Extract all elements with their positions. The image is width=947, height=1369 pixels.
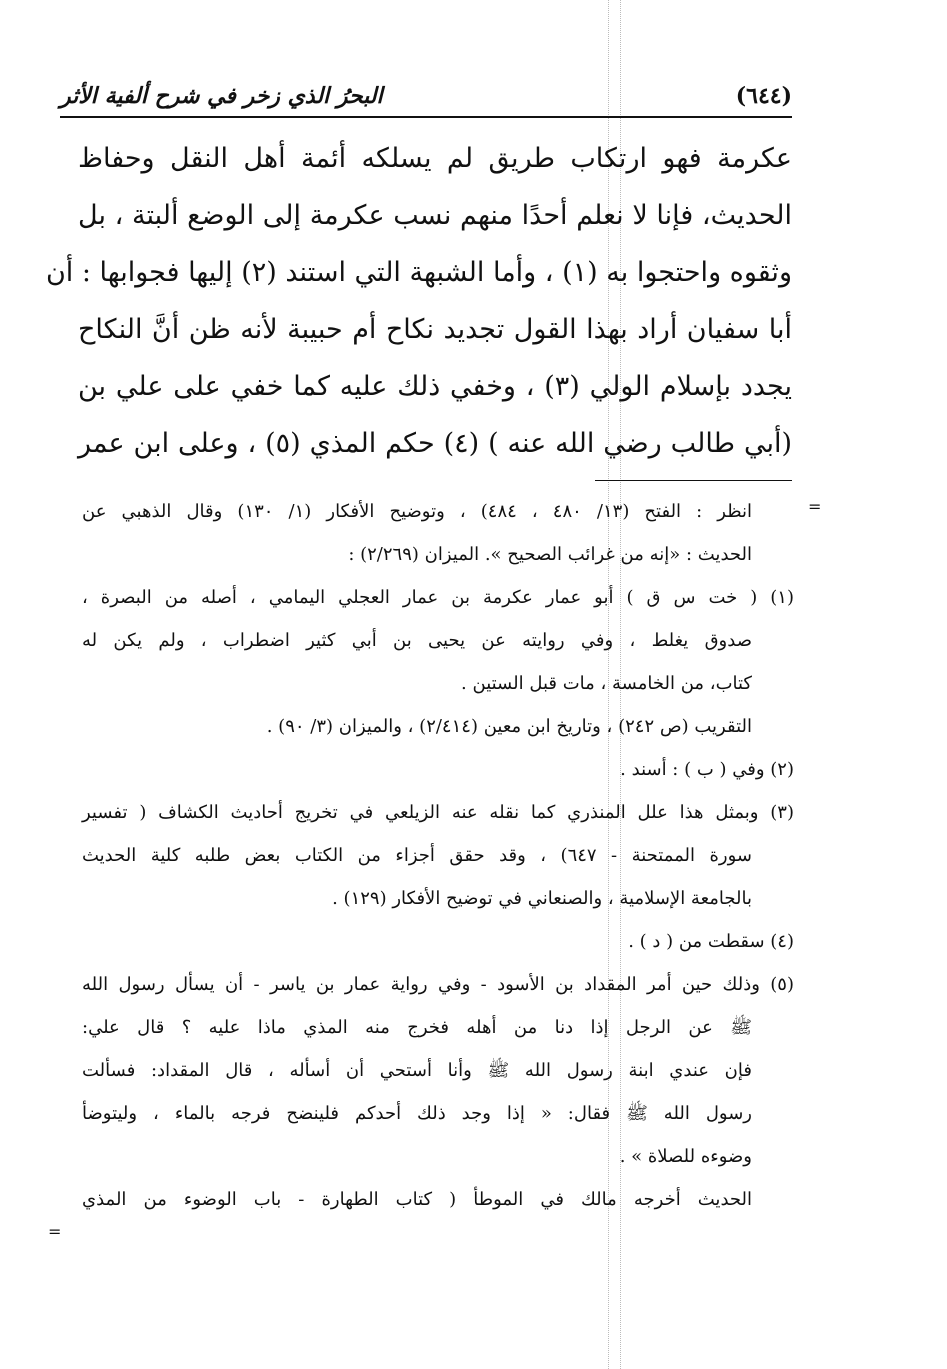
main-text-line: وثقوه واحتجوا به (١) ، وأما الشبهة التي استند (٢) إليها فجوابها : أن xyxy=(45,257,792,288)
footnote-line: رسول الله ﷺ فقال: « إذا وجد ذلك أحدكم فلينضح فرجه بالماء ، وليتوضأ xyxy=(82,1103,752,1124)
footnote-line: صدوق يغلط ، وفي روايته عن يحيى بن أبي كثير اضطراب ، ولم يكن له xyxy=(82,630,752,651)
footnote-line: (١) ( خت س ق ) أبو عمار عكرمة بن عمار العجلي اليمامي ، أصله من البصرة ، xyxy=(82,587,794,608)
footnote-line: (٥) وذلك حين أمر المقداد بن الأسود - وفي رواية عمار بن ياسر - أن يسأل رسول الله xyxy=(82,974,794,995)
footnotes xyxy=(82,490,794,1221)
footnote-line: الحديث : «إنه من غرائب الصحيح ». الميزان (٢/٢٦٩) : xyxy=(348,544,752,565)
main-text-line: الحديث، فإنا لا نعلم أحدًا منهم نسب عكرمة إلى الوضع ألبتة ، بل xyxy=(78,200,792,231)
footnote-line: الحديث أخرجه مالك في الموطأ ( كتاب الطهارة - باب الوضوء من المذي xyxy=(82,1189,752,1210)
footnote-line: كتاب، من الخامسة ، مات قبل الستين . xyxy=(461,673,752,694)
footnote-line: (٢) وفي ( ب ) : أسند . xyxy=(620,759,794,780)
main-text-line: يجدد بإسلام الولي (٣) ، وخفي ذلك عليه كما خفي على علي بن xyxy=(78,371,792,402)
page-header xyxy=(60,78,792,114)
footnote-line: بالجامعة الإسلامية ، والصنعاني في توضيح الأفكار (١٢٩) . xyxy=(332,888,752,909)
continuation-mark: = xyxy=(48,1222,62,1241)
footnote-line: (٤) سقطت من ( د ) . xyxy=(628,931,794,952)
main-text-line: (أبي طالب رضي الله عنه ) (٤) حكم المذي (٥) ، وعلى ابن عمر xyxy=(78,428,793,459)
main-text-line: أبا سفيان أراد بهذا القول تجديد نكاح أم حبيبة لأنه ظن أنَّ النكاح xyxy=(78,314,792,345)
footnote-line: (٣) وبمثل هذا علل المنذري كما نقله عنه الزيلعي في تخريج أحاديث الكشاف ( تفسير xyxy=(82,802,794,823)
header-rule xyxy=(60,116,792,118)
continuation-mark: = xyxy=(808,497,822,516)
page-number: (٦٤٤) xyxy=(735,83,792,109)
footnote-line: ﷺ عن الرجل إذا دنا من أهله فخرج منه المذي ماذا عليه ؟ قال علي: xyxy=(82,1017,752,1038)
footnote-line: انظر : الفتح (١٣/ ٤٨٠ ، ٤٨٤) ، وتوضيح الأفكار (١/ ١٣٠) وقال الذهبي عن xyxy=(82,501,752,522)
footnote-line: وضوءه للصلاة » . xyxy=(619,1146,752,1167)
footnote-separator xyxy=(595,480,792,481)
main-text-line: عكرمة فهو ارتكاب طريق لم يسلكه أئمة أهل النقل وحفاظ xyxy=(78,143,792,174)
footnote-line: فإن عندي ابنة رسول الله ﷺ وأنا أستحي أن أسأله ، قال المقداد: فسألت xyxy=(82,1060,752,1081)
footnote-line: سورة الممتحنة - ٦٤٧) ، وقد حقق أجزاء من الكتاب بعض طلبه كلية الحديث xyxy=(82,845,753,866)
main-text xyxy=(45,130,793,472)
running-title: البحرُ الذي زخر في شرح ألفية الأثر xyxy=(60,83,383,109)
footnote-line: التقريب (ص ٢٤٢) ، وتاريخ ابن معين (٢/٤١٤) ، والميزان (٣/ ٩٠) . xyxy=(266,716,752,737)
